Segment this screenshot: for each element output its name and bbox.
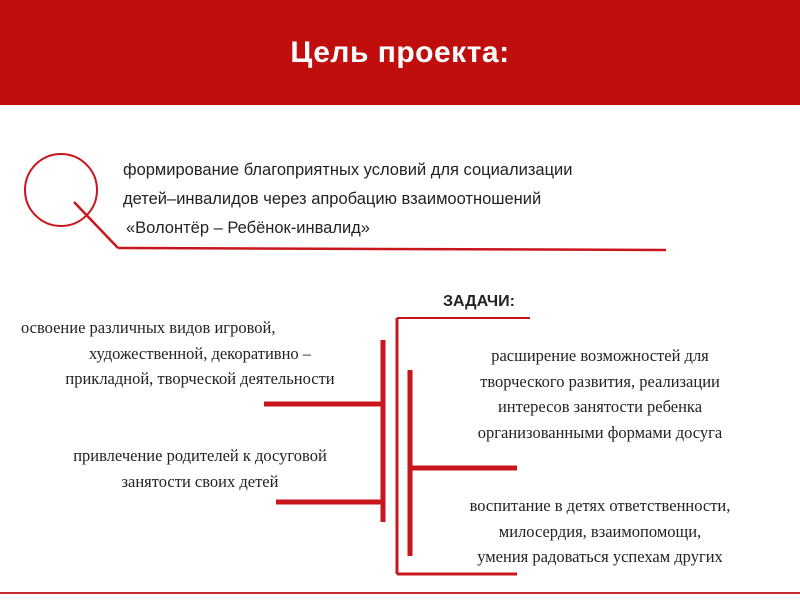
task-line: воспитание в детях ответственности,: [469, 496, 731, 515]
bottom-divider: [0, 592, 800, 594]
task-line: организованными формами досуга: [477, 422, 723, 442]
task-item-upbringing: [400, 493, 800, 570]
task-line: интересов занятости ребенка: [497, 397, 703, 416]
project-goal-text: [123, 156, 683, 243]
tasks-heading: ЗАДАЧИ:: [443, 293, 515, 310]
circle-tail-line: [74, 202, 118, 248]
task-item-creative-activities: [0, 315, 400, 392]
goal-underline: [118, 248, 666, 250]
goal-line: детей–инвалидов через апробацию взаимоотношений: [123, 190, 542, 208]
goal-line: «Волонтёр – Ребёнок-инвалид»: [126, 219, 370, 237]
task-line: расширение возможностей для: [491, 346, 709, 365]
task-line: художественной, декоративно –: [88, 343, 312, 363]
task-line: умения радоваться успехам других: [477, 547, 723, 566]
page-title: Цель проекта:: [290, 36, 510, 69]
task-line: привлечение родителей к досуговой: [73, 446, 327, 465]
task-item-creative-development: [400, 343, 800, 445]
goal-line: формирование благоприятных условий для социализации: [123, 161, 573, 179]
task-line: милосердия, взаимопомощи,: [498, 521, 702, 541]
task-line: прикладной, творческой деятельности: [65, 369, 335, 388]
task-line: творческого развития, реализации: [480, 371, 720, 391]
task-item-parent-involvement: [0, 443, 400, 494]
task-line: занятости своих детей: [121, 471, 279, 491]
task-line: освоение различных видов игровой,: [21, 318, 276, 337]
